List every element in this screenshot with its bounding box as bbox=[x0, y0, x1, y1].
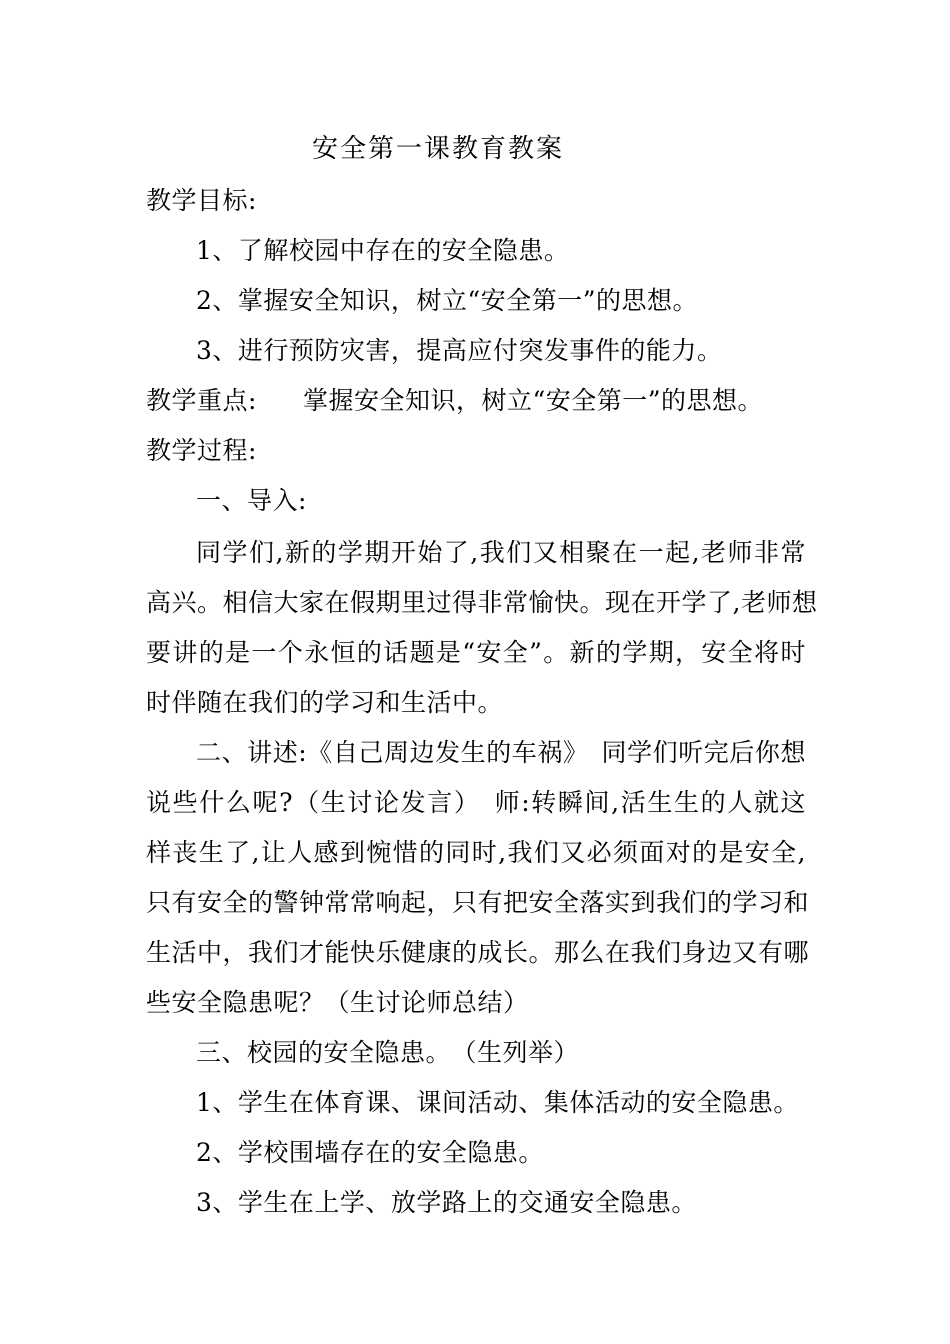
hazard-item: 3、学生在上学、放学路上的交通安全隐患。 bbox=[196, 1188, 697, 1217]
hazard-item: 2、学校围墙存在的安全隐患。 bbox=[196, 1138, 544, 1167]
key-point-text: 掌握安全知识，树立“安全第一”的思想。 bbox=[302, 386, 764, 415]
paragraph-line: 些安全隐患呢？（生讨论师总结） bbox=[146, 988, 529, 1017]
objectives-label: 教学目标: bbox=[146, 186, 257, 215]
section-heading-hazards: 三、校园的安全隐患。 （生列举） bbox=[196, 1038, 580, 1067]
paragraph-line: 说些什么呢?（生讨论发言） 师:转瞬间,活生生的人就这 bbox=[146, 788, 806, 817]
paragraph-line: 样丧生了,让人感到惋惜的同时,我们又必须面对的是安全, bbox=[146, 838, 806, 867]
objective-item: 1、了解校园中存在的安全隐患。 bbox=[196, 236, 570, 265]
hazard-item: 1、学生在体育课、课间活动、集体活动的安全隐患。 bbox=[196, 1088, 799, 1117]
paragraph-line: 时伴随在我们的学习和生活中。 bbox=[146, 688, 504, 717]
paragraph-line: 二、讲述:《自己周边发生的车祸》 同学们听完后你想 bbox=[196, 738, 806, 767]
objective-item: 2、掌握安全知识，树立“安全第一”的思想。 bbox=[196, 286, 698, 315]
paragraph-line: 要讲的是一个永恒的话题是“安全”。新的学期，安全将时 bbox=[146, 638, 806, 667]
paragraph-line: 只有安全的警钟常常响起，只有把安全落实到我们的学习和 bbox=[146, 888, 810, 917]
paragraph-line: 高兴。相信大家在假期里过得非常愉快。现在开学了,老师想 bbox=[146, 588, 818, 617]
paragraph-line: 同学们,新的学期开始了,我们又相聚在一起,老师非常 bbox=[196, 538, 806, 567]
objective-item: 3、进行预防灾害，提高应付突发事件的能力。 bbox=[196, 336, 723, 365]
key-point-label: 教学重点: bbox=[146, 386, 257, 415]
key-point-row bbox=[146, 384, 806, 418]
paragraph-line: 生活中，我们才能快乐健康的成长。那么在我们身边又有哪 bbox=[146, 938, 810, 967]
document-title: 安全第一课教育教案 bbox=[312, 134, 565, 164]
process-label: 教学过程: bbox=[146, 436, 257, 465]
section-heading-intro: 一、导入: bbox=[196, 486, 307, 515]
